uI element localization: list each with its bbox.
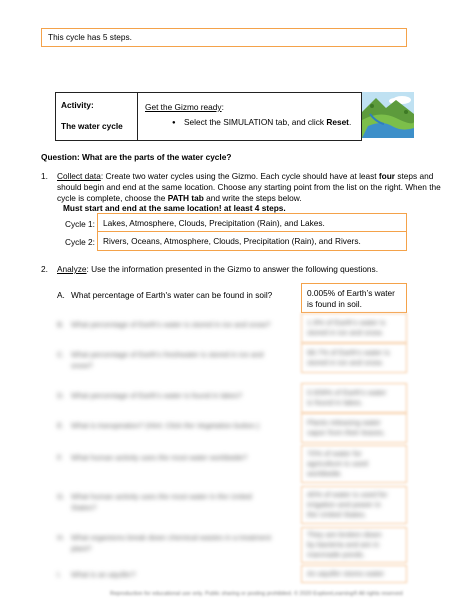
gizmo-instruction: Select the SIMULATION tab, and click Reset. [184,117,352,127]
q1-line1: Collect data: Create two water cycles using the Gizmo. Each cycle should have at least four steps and [57,171,434,181]
q2b-letter: B. [57,320,65,329]
water-cycle-thumbnail [362,92,414,138]
q2c-question-2: snow? [71,361,93,370]
q2h-answer-line1: They are broken down [307,530,382,539]
q2e-letter: E. [57,421,65,430]
question-heading: Question: What are the parts of the water cycle? [41,152,232,162]
q2i-answer-line1: An aquifer stores water [307,569,385,578]
q2f-letter: F. [57,453,63,462]
page-footer: Reproduction for educational use only. Public sharing or posting prohibited. © 2020 ExploreLearning® All rights reserved [110,591,403,597]
q2f-answer-line1: 70% of water for [307,449,362,458]
q2d-answer-line1: 0.009% of Earth's water [307,388,387,397]
top-answer-box[interactable] [41,28,407,47]
q1-line4: Must start and end at the same location! at least 4 steps. [63,203,286,213]
q2g-question-2: States? [71,503,97,512]
q2h-answer-line3: manmade ponds. [307,550,365,559]
q2a-letter: A. [57,290,65,300]
q1-number: 1. [41,171,48,181]
activity-divider [137,92,138,141]
q2f-answer-line2: agriculture is used [307,459,368,468]
q2g-answer-line2: irrigation and power in [307,500,381,509]
q2-intro: Analyze: Use the information presented in the Gizmo to answer the following questions. [57,264,378,274]
q2f-answer-line3: worldwide. [307,469,343,478]
q2b-question: What percentage of Earth's water is stored in ice and snow? [71,320,271,329]
cycle-2-answer: Rivers, Oceans, Atmosphere, Clouds, Precipitation (Rain), and Rivers. [103,236,361,246]
q2g-answer-line1: 40% of water is used for [307,490,388,499]
gizmo-ready-heading: Get the Gizmo ready: [145,102,224,112]
q2a-answer-line2: is found in soil. [307,299,362,309]
q2i-letter: I. [57,570,62,579]
q1-line2: should begin and end at the same location. Choose any starting point from the list on the right. When the [57,182,441,192]
q2h-letter: H. [57,533,65,542]
q2f-question: What human activity uses the most water worldwide? [71,453,248,462]
q2d-letter: D. [57,391,65,400]
q2c-answer-line2: stored in ice and snow. [307,358,384,367]
q2a-question: What percentage of Earth's water can be found in soil? [71,290,273,300]
q2c-answer-line1: 68.7% of Earth's water is [307,348,390,357]
q2d-question: What percentage of Earth's water is found in lakes? [71,391,243,400]
activity-label: Activity: [61,100,94,110]
top-answer-text: This cycle has 5 steps. [48,32,132,42]
cycle-1-answer-box[interactable] [97,213,407,233]
cycle-2-label: Cycle 2: [65,237,95,247]
q2g-question: What human activity uses the most water in the United [71,492,252,501]
q2e-question: What is transpiration? (Hint: Click the Vegetation button.) [71,421,260,430]
q2e-answer-line1: Plants releasing water [307,418,381,427]
q2d-answer-line2: is found in lakes. [307,398,363,407]
q2c-letter: C. [57,350,65,359]
bullet-dot: ● [172,120,176,126]
q2a-answer-box[interactable] [301,283,407,313]
q2b-answer-line1: 1.9% of Earth's water is [307,318,386,327]
q2e-answer-line2: vapor from their leaves. [307,428,386,437]
cycle-2-answer-box[interactable] [97,231,407,251]
q2i-question: What is an aquifer? [71,570,136,579]
cycle-1-answer: Lakes, Atmosphere, Clouds, Precipitation (Rain), and Lakes. [103,218,325,228]
q2g-letter: G. [57,492,65,501]
q2a-answer-line1: 0.005% of Earth’s water [307,288,395,298]
q2h-question: What organisms break down chemical wastes in a treatment [71,533,272,542]
q2h-question-2: plant? [71,544,92,553]
q2g-answer-line3: the United States. [307,510,367,519]
q2h-answer-line2: by bacteria and are in [307,540,380,549]
q2c-question: What percentage of Earth's freshwater is stored in ice and [71,350,264,359]
q1-line3: cycle is complete, choose the PATH tab and write the steps below. [57,193,302,203]
q2b-answer-line2: stored in ice and snow. [307,328,384,337]
cycle-1-label: Cycle 1: [65,219,95,229]
q2-number: 2. [41,264,48,274]
activity-name: The water cycle [61,121,123,131]
